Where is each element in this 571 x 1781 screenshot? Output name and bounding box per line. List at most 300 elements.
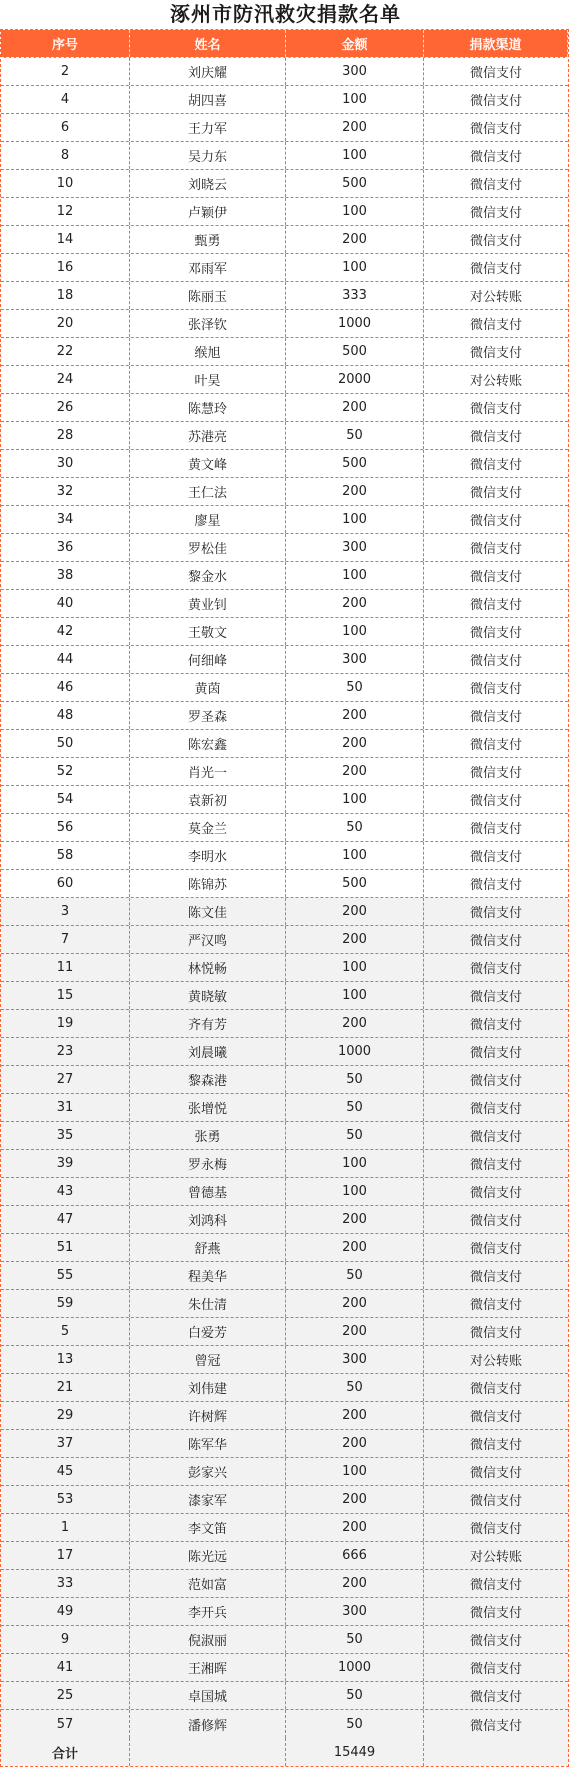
row-index: 48 [1,702,130,729]
table-row [1,954,568,982]
donation-channel: 微信支付 [469,1270,522,1285]
table-row [1,58,568,86]
donation-channel: 微信支付 [469,234,522,249]
donor-name: 何细峰 [130,646,286,673]
donation-amount: 50 [286,1626,424,1653]
donation-amount: 100 [286,954,424,981]
row-index: 50 [1,730,130,757]
row-index: 35 [1,1122,130,1149]
donor-name: 黄晓敏 [130,982,286,1009]
donation-amount: 200 [286,1570,424,1597]
donation-amount: 300 [286,534,424,561]
row-index: 22 [1,338,130,365]
donation-channel: 微信支付 [469,150,522,165]
table-row [1,366,568,394]
donor-name: 李文笛 [130,1514,286,1541]
table-row [1,1570,568,1598]
row-index: 30 [1,450,130,477]
donor-name: 陈光远 [130,1542,286,1569]
donation-amount: 300 [286,58,424,85]
donation-channel: 微信支付 [469,794,522,809]
row-index: 38 [1,562,130,589]
table-row [1,842,568,870]
donor-name: 张增悦 [130,1094,286,1121]
donor-name: 张勇 [130,1122,286,1149]
donor-name: 邓雨军 [130,254,286,281]
donation-channel: 微信支付 [469,766,522,781]
row-index: 1 [1,1514,130,1541]
donation-amount: 100 [286,142,424,169]
donor-name: 严汉鸣 [130,926,286,953]
donation-channel: 微信支付 [469,682,522,697]
row-index: 29 [1,1402,130,1429]
donation-channel: 微信支付 [469,934,522,949]
table-row [1,506,568,534]
donation-channel: 微信支付 [469,178,522,193]
row-index: 15 [1,982,130,1009]
table-row [1,814,568,842]
donor-name: 卓国城 [130,1682,286,1709]
row-index: 52 [1,758,130,785]
row-index: 49 [1,1598,130,1625]
donor-name: 齐有芳 [130,1010,286,1037]
row-index: 45 [1,1458,130,1485]
donation-amount: 100 [286,506,424,533]
donation-channel: 微信支付 [469,262,522,277]
donation-channel: 微信支付 [469,1662,522,1677]
donor-name: 黎金水 [130,562,286,589]
donation-channel: 微信支付 [469,1214,522,1229]
donation-channel: 微信支付 [469,66,522,81]
table-row [1,1094,568,1122]
donor-name: 李开兵 [130,1598,286,1625]
row-index: 17 [1,1542,130,1569]
donation-amount: 50 [286,674,424,701]
donor-name: 潘修辉 [130,1710,286,1738]
donor-name: 刘伟建 [130,1374,286,1401]
donation-channel: 微信支付 [469,1046,522,1061]
donor-name: 许树辉 [130,1402,286,1429]
donation-amount: 200 [286,590,424,617]
donation-amount: 500 [286,450,424,477]
donor-name: 陈宏鑫 [130,730,286,757]
donation-channel: 微信支付 [469,486,522,501]
donation-channel: 微信支付 [469,94,522,109]
donation-channel: 微信支付 [469,1158,522,1173]
donation-channel: 微信支付 [469,738,522,753]
donation-amount: 333 [286,282,424,309]
donor-name: 黄文峰 [130,450,286,477]
donor-name: 陈文佳 [130,898,286,925]
row-index: 25 [1,1682,130,1709]
row-index: 59 [1,1290,130,1317]
donation-channel: 微信支付 [469,598,522,613]
row-index: 13 [1,1346,130,1373]
row-index: 53 [1,1486,130,1513]
donor-name: 刘庆耀 [130,58,286,85]
table-header-row [1,30,568,58]
donation-amount: 200 [286,702,424,729]
donor-name: 舒燕 [130,1234,286,1261]
donation-amount: 300 [286,646,424,673]
donation-table [0,29,569,1767]
donor-name: 胡四喜 [130,86,286,113]
donation-channel: 微信支付 [469,122,522,137]
table-row [1,590,568,618]
donation-channel: 微信支付 [469,514,522,529]
row-index: 28 [1,422,130,449]
row-index: 26 [1,394,130,421]
donation-channel: 微信支付 [469,1466,522,1481]
donor-name: 林悦畅 [130,954,286,981]
table-row [1,674,568,702]
table-row [1,1626,568,1654]
donation-amount: 50 [286,1374,424,1401]
donor-name: 卢颖伊 [130,198,286,225]
row-index: 46 [1,674,130,701]
donation-channel: 微信支付 [469,1382,522,1397]
donation-amount: 200 [286,478,424,505]
donation-amount: 50 [286,422,424,449]
table-row [1,254,568,282]
donor-name: 范如富 [130,1570,286,1597]
donor-name: 廖星 [130,506,286,533]
donation-channel: 微信支付 [469,1578,522,1593]
row-index: 51 [1,1234,130,1261]
donation-channel: 微信支付 [469,346,522,361]
donation-amount: 100 [286,618,424,645]
donor-name: 朱仕清 [130,1290,286,1317]
table-row [1,1654,568,1682]
row-index: 47 [1,1206,130,1233]
table-row [1,730,568,758]
donor-name: 陈锦苏 [130,870,286,897]
table-row [1,226,568,254]
donation-channel: 微信支付 [469,206,522,221]
donation-channel: 微信支付 [469,458,522,473]
donation-channel: 微信支付 [469,542,522,557]
table-row [1,310,568,338]
donor-name: 缑旭 [130,338,286,365]
donation-amount: 1000 [286,1654,424,1681]
table-row [1,478,568,506]
donation-channel: 微信支付 [469,906,522,921]
donation-channel: 微信支付 [469,1690,522,1705]
row-index: 20 [1,310,130,337]
donation-amount: 100 [286,198,424,225]
donation-channel: 微信支付 [469,1326,522,1341]
table-row [1,1402,568,1430]
donation-amount: 500 [286,338,424,365]
row-index: 32 [1,478,130,505]
donation-amount: 666 [286,1542,424,1569]
donor-name: 王仁法 [130,478,286,505]
total-name-cell [130,1738,286,1766]
donor-name: 莫金兰 [130,814,286,841]
donation-amount: 200 [286,1290,424,1317]
row-index: 14 [1,226,130,253]
donor-name: 漆家军 [130,1486,286,1513]
row-index: 55 [1,1262,130,1289]
donation-amount: 200 [286,730,424,757]
row-index: 43 [1,1178,130,1205]
donation-channel: 对公转账 [469,1354,522,1369]
table-row [1,1038,568,1066]
table-row [1,926,568,954]
donation-amount: 100 [286,562,424,589]
total-amount: 15449 [286,1738,424,1766]
row-index: 34 [1,506,130,533]
donation-channel: 微信支付 [469,1438,522,1453]
row-index: 56 [1,814,130,841]
donation-amount: 200 [286,1206,424,1233]
table-row [1,758,568,786]
row-index: 4 [1,86,130,113]
table-row [1,1150,568,1178]
donor-name: 刘晨曦 [130,1038,286,1065]
donation-amount: 200 [286,1402,424,1429]
donation-amount: 500 [286,870,424,897]
total-channel-cell [424,1738,568,1766]
donor-name: 黄业钊 [130,590,286,617]
donation-amount: 100 [286,86,424,113]
donation-channel: 微信支付 [469,1494,522,1509]
donation-amount: 300 [286,1598,424,1625]
donation-amount: 200 [286,226,424,253]
row-index: 24 [1,366,130,393]
table-row [1,1710,568,1738]
row-index: 18 [1,282,130,309]
donation-channel: 微信支付 [469,570,522,585]
row-index: 6 [1,114,130,141]
donation-channel: 对公转账 [469,374,522,389]
table-row [1,170,568,198]
row-index: 40 [1,590,130,617]
row-index: 10 [1,170,130,197]
column-header-amount: 金额 [286,30,424,57]
donation-channel: 微信支付 [469,850,522,865]
table-row [1,1234,568,1262]
table-row [1,114,568,142]
table-row [1,1122,568,1150]
donor-name: 袁新初 [130,786,286,813]
row-index: 44 [1,646,130,673]
donor-name: 罗圣森 [130,702,286,729]
table-row [1,618,568,646]
donation-amount: 500 [286,170,424,197]
donation-amount: 50 [286,1262,424,1289]
row-index: 11 [1,954,130,981]
donation-channel: 微信支付 [469,626,522,641]
donor-name: 倪淑丽 [130,1626,286,1653]
table-row [1,1290,568,1318]
donation-amount: 50 [286,814,424,841]
table-row [1,1486,568,1514]
table-row [1,702,568,730]
donation-amount: 200 [286,114,424,141]
column-header-name: 姓名 [130,30,286,57]
donation-channel: 微信支付 [469,1242,522,1257]
donor-name: 王湘晖 [130,1654,286,1681]
page-title: 涿州市防汛救灾捐款名单 [170,2,401,26]
table-row [1,142,568,170]
donation-channel: 微信支付 [469,962,522,977]
donation-amount: 200 [286,758,424,785]
row-index: 19 [1,1010,130,1037]
donation-channel: 微信支付 [469,1130,522,1145]
donor-name: 肖光一 [130,758,286,785]
donation-channel: 微信支付 [469,430,522,445]
donation-amount: 100 [286,786,424,813]
donation-channel: 微信支付 [469,1186,522,1201]
donation-channel: 微信支付 [469,402,522,417]
donor-name: 陈军华 [130,1430,286,1457]
row-index: 33 [1,1570,130,1597]
donation-amount: 100 [286,254,424,281]
donation-channel: 微信支付 [469,1410,522,1425]
donation-amount: 50 [286,1682,424,1709]
row-index: 9 [1,1626,130,1653]
donor-name: 王力军 [130,114,286,141]
donor-name: 白爱芳 [130,1318,286,1345]
row-index: 5 [1,1318,130,1345]
donation-amount: 200 [286,1514,424,1541]
table-row [1,1262,568,1290]
table-row [1,646,568,674]
total-label: 合计 [1,1738,130,1766]
donation-amount: 200 [286,1430,424,1457]
donation-amount: 200 [286,898,424,925]
row-index: 16 [1,254,130,281]
row-index: 7 [1,926,130,953]
donor-name: 陈慧玲 [130,394,286,421]
table-row [1,562,568,590]
donation-amount: 200 [286,1010,424,1037]
row-index: 54 [1,786,130,813]
donor-name: 罗永梅 [130,1150,286,1177]
row-index: 31 [1,1094,130,1121]
donor-name: 甄勇 [130,226,286,253]
table-row [1,786,568,814]
donation-amount: 50 [286,1710,424,1738]
row-index: 2 [1,58,130,85]
row-index: 36 [1,534,130,561]
donation-channel: 微信支付 [469,1102,522,1117]
table-row [1,1514,568,1542]
donor-name: 黎森港 [130,1066,286,1093]
row-index: 39 [1,1150,130,1177]
donor-name: 刘晓云 [130,170,286,197]
donor-name: 曾德基 [130,1178,286,1205]
table-row [1,1318,568,1346]
donor-name: 程美华 [130,1262,286,1289]
donation-amount: 50 [286,1094,424,1121]
row-index: 8 [1,142,130,169]
donor-name: 黄茵 [130,674,286,701]
donation-channel: 对公转账 [469,290,522,305]
donation-amount: 200 [286,1234,424,1261]
donation-channel: 微信支付 [469,1606,522,1621]
table-row [1,1682,568,1710]
table-row [1,898,568,926]
donation-amount: 2000 [286,366,424,393]
table-row [1,1346,568,1374]
table-row [1,1206,568,1234]
column-header-index: 序号 [1,30,130,57]
table-row [1,198,568,226]
table-row [1,1458,568,1486]
donation-amount: 50 [286,1122,424,1149]
table-row [1,982,568,1010]
row-index: 27 [1,1066,130,1093]
row-index: 21 [1,1374,130,1401]
table-row [1,1178,568,1206]
table-row [1,534,568,562]
donation-amount: 200 [286,394,424,421]
table-total-row [1,1738,568,1766]
donor-name: 罗松佳 [130,534,286,561]
table-row [1,422,568,450]
row-index: 57 [1,1710,130,1738]
column-header-channel: 捐款渠道 [424,30,568,57]
donation-channel: 微信支付 [469,318,522,333]
donation-amount: 200 [286,1486,424,1513]
table-row [1,1374,568,1402]
donation-channel: 微信支付 [469,654,522,669]
table-body [1,58,568,1738]
donor-name: 曾冠 [130,1346,286,1373]
donation-channel: 微信支付 [469,1018,522,1033]
donation-amount: 300 [286,1346,424,1373]
table-row [1,394,568,422]
donor-name: 叶昊 [130,366,286,393]
row-index: 58 [1,842,130,869]
donation-channel: 微信支付 [469,878,522,893]
donation-channel: 微信支付 [469,1074,522,1089]
donation-channel: 微信支付 [469,990,522,1005]
table-row [1,870,568,898]
donation-amount: 100 [286,1150,424,1177]
donor-name: 陈丽玉 [130,282,286,309]
donation-amount: 100 [286,842,424,869]
donation-amount: 1000 [286,1038,424,1065]
table-row [1,86,568,114]
row-index: 41 [1,1654,130,1681]
donation-channel: 微信支付 [469,1634,522,1649]
table-row [1,1066,568,1094]
donation-amount: 100 [286,1458,424,1485]
donor-name: 王敬文 [130,618,286,645]
row-index: 37 [1,1430,130,1457]
donation-amount: 50 [286,1066,424,1093]
donor-name: 苏港亮 [130,422,286,449]
donation-amount: 1000 [286,310,424,337]
table-row [1,1542,568,1570]
donor-name: 吴力东 [130,142,286,169]
row-index: 23 [1,1038,130,1065]
table-row [1,450,568,478]
row-index: 42 [1,618,130,645]
donation-amount: 100 [286,1178,424,1205]
donation-channel: 微信支付 [469,1522,522,1537]
table-row [1,338,568,366]
donation-channel: 微信支付 [469,822,522,837]
row-index: 12 [1,198,130,225]
donation-amount: 200 [286,926,424,953]
donor-name: 彭家兴 [130,1458,286,1485]
table-row [1,1598,568,1626]
donation-channel: 微信支付 [469,1718,522,1734]
